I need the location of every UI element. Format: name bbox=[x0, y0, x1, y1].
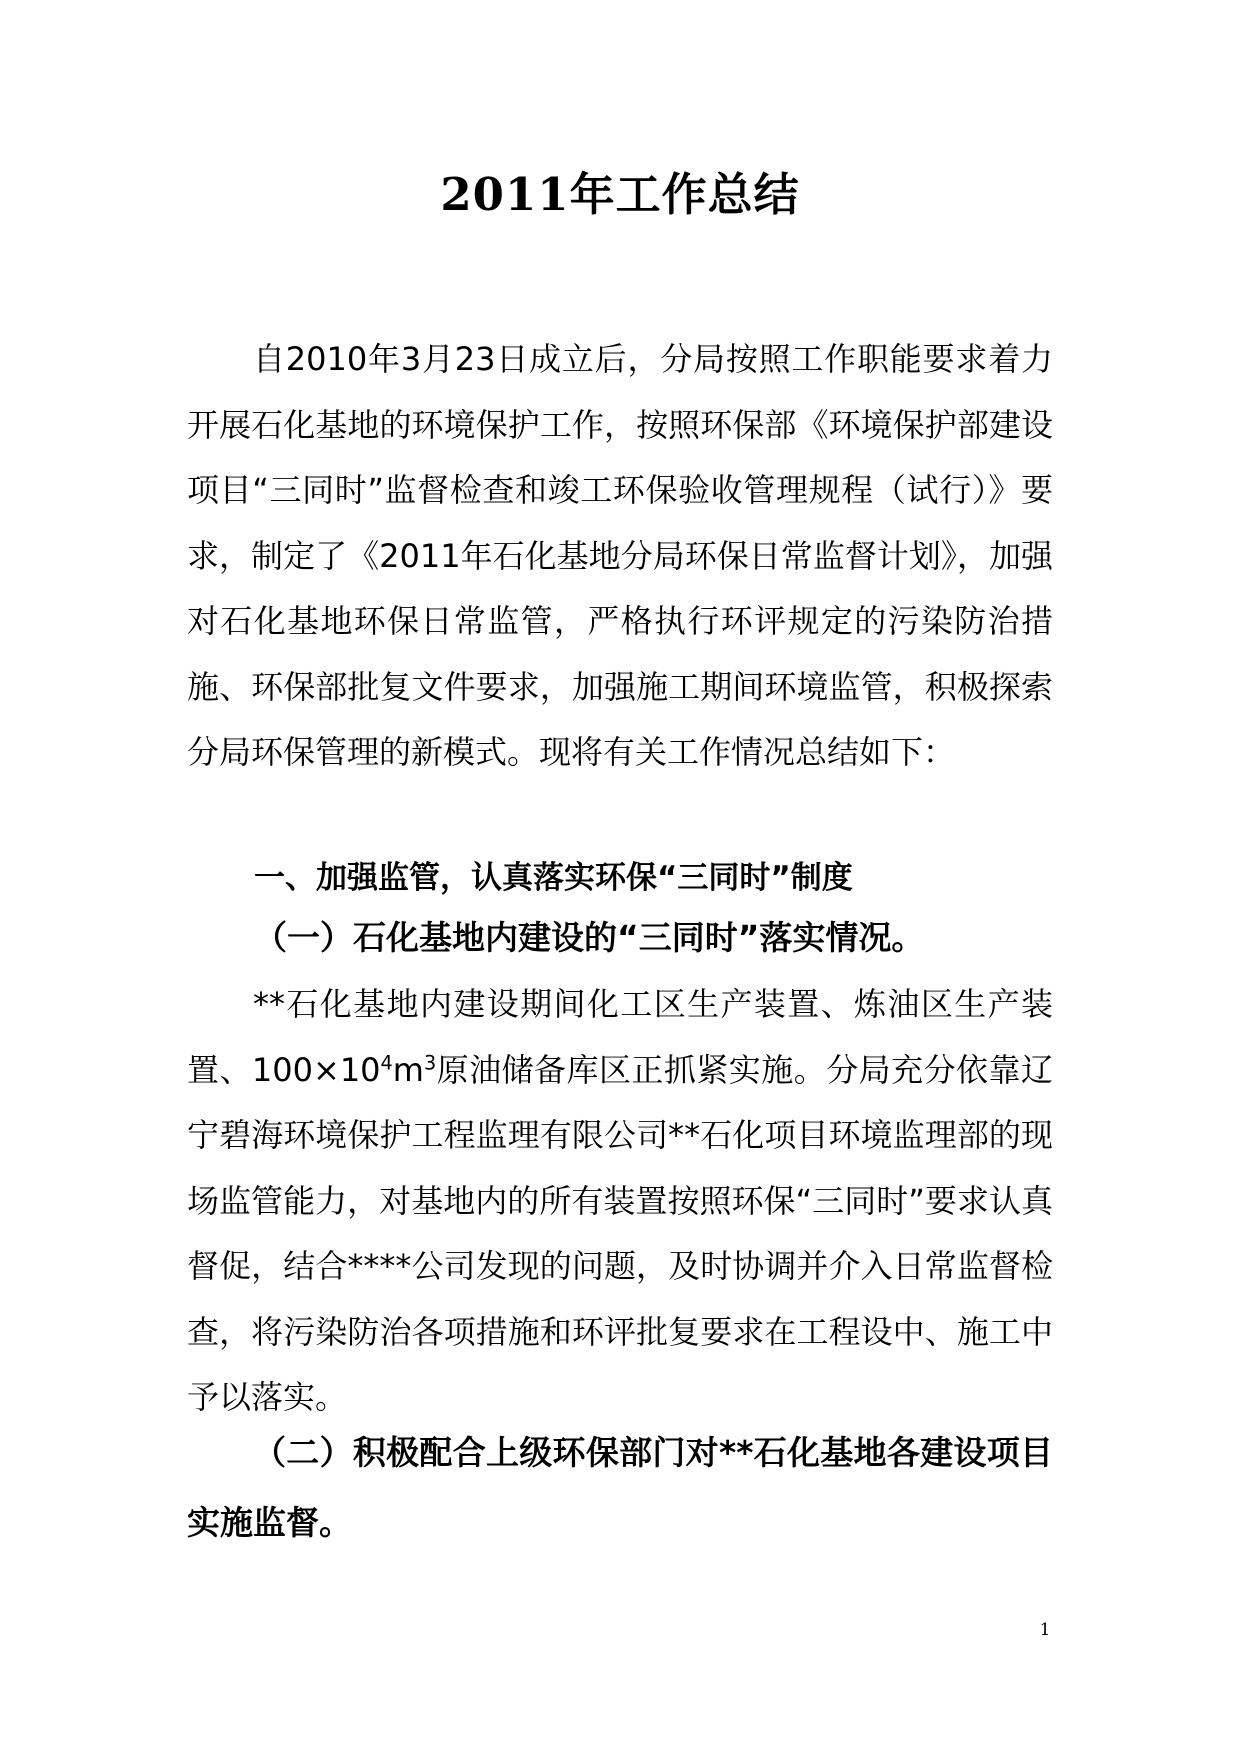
paragraph-text-part-a: **石化基地内建设期间化工区生产装置、炼油区生产装置、100×10 bbox=[187, 985, 1053, 1089]
subsection-heading-1: （一）石化基地内建设的“三同时”落实情况。 bbox=[254, 918, 925, 957]
paragraph-text-part-c: 原油储备库区正抓紧实施。分局充分依靠辽宁碧海环境保护工程监理有限公司**石化项目环境监理部的现场监管能力，对基地内的所有装置按照环保“三同时”要求认真督促，结合****公司发现的问题，及时协调并介入日常监督检查，将污染防治各项措施和环评批复要求在工程设中、施工中予以落实。 bbox=[187, 1050, 1053, 1416]
intro-paragraph: 自2010年3月23日成立后，分局按照工作职能要求着力开展石化基地的环境保护工作，按照环保部《环境保护部建设项目“三同时”监督检查和竣工环保验收管理规程（试行）》要求，制定了《2011年石化基地分局环保日常监督计划》，加强对石化基地环保日常监管，严格执行环评规定的污染防治措施、环保部批复文件要求，加强施工期间环境监管，积极探索分局环保管理的新模式。现将有关工作情况总结如下： bbox=[187, 340, 1053, 771]
paragraph-text-part-b: m bbox=[392, 1050, 424, 1089]
superscript-exponent-4: 4 bbox=[380, 1050, 393, 1074]
section-heading: 一、加强监管，认真落实环保“三同时”制度 bbox=[254, 860, 853, 896]
subsection-heading-2: （二）积极配合上级环保部门对**石化基地各建设项目实施监督。 bbox=[187, 1433, 1053, 1542]
document-title: 2011年工作总结 bbox=[440, 168, 800, 221]
superscript-exponent-3: 3 bbox=[423, 1050, 437, 1074]
page-number: 1 bbox=[1039, 1620, 1051, 1640]
body-paragraph-2 bbox=[187, 972, 1053, 1431]
